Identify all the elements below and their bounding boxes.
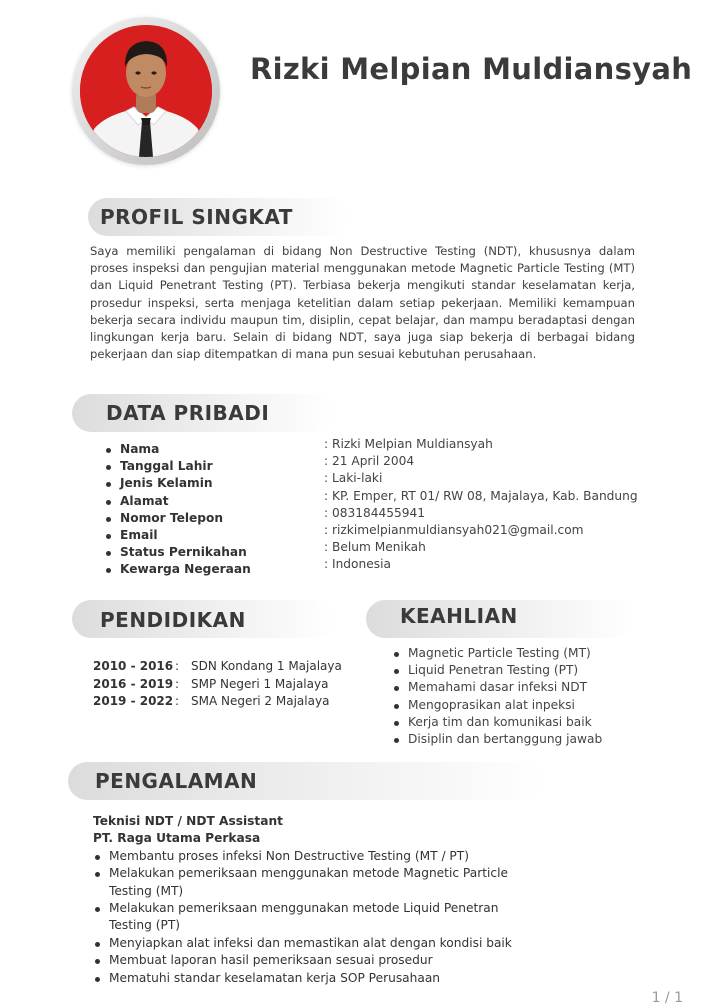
personal-label: Jenis Kelamin (104, 475, 251, 492)
education-school: SMP Negeri 1 Majalaya (191, 676, 329, 691)
skill-item: Memahami dasar infeksi NDT (392, 679, 602, 696)
candidate-name: Rizki Melpian Muldiansyah (250, 52, 693, 86)
duty-item: Membantu proses infeksi Non Destructive Testing (MT / PT) (93, 848, 512, 865)
experience-duties (93, 848, 512, 987)
profile-summary: Saya memiliki pengalaman di bidang Non Destructive Testing (NDT), khususnya dalam proses inspeksi dan pengujian material menggunakan metode Magnetic Particle Testing (MT) dan Liquid Penetrant Testing (PT). Terbiasa bekerja mengikuti standar keselamatan kerja, prosedur inspeksi, serta menjaga ketelitian dalam setiap pekerjaan. Memiliki kemampuan bekerja secara individu maupun tim, disiplin, cepat belajar, dan mampu beradaptasi dengan lingkungan kerja baru. Selain di bidang NDT, saya juga siap bekerja di berbagai bidang pekerjaan dan siap ditempatkan di mana pun sesuai kebutuhan perusahaan. (90, 244, 635, 362)
personal-label: Email (104, 527, 251, 544)
skill-item: Mengoprasikan alat inpeksi (392, 697, 602, 714)
education-heading: PENDIDIKAN (100, 608, 246, 632)
skill-item: Liquid Penetran Testing (PT) (392, 662, 602, 679)
personal-labels (104, 441, 251, 579)
experience-heading: PENGALAMAN (95, 769, 258, 793)
education-years: 2016 - 2019 (93, 676, 174, 691)
education-colon: : (175, 694, 180, 708)
duty-item: Menyiapkan alat infeksi dan memastikan alat dengan kondisi baik (93, 935, 512, 952)
personal-heading: DATA PRIBADI (106, 401, 270, 425)
personal-value: : rizkimelpianmuldiansyah021@gmail.com (324, 523, 584, 538)
page-indicator: 1 / 1 (651, 990, 683, 1006)
education-colon: : (175, 659, 180, 673)
personal-value: : Rizki Melpian Muldiansyah (324, 437, 493, 451)
education-colon: : (175, 676, 180, 691)
personal-values (324, 436, 638, 574)
personal-value: : KP. Emper, RT 01/ RW 08, Majalaya, Kab. Bandung (324, 488, 638, 503)
skill-item: Kerja tim dan komunikasi baik (392, 714, 602, 731)
profile-photo (80, 25, 212, 157)
experience-company: PT. Raga Utama Perkasa (93, 831, 261, 846)
skills-heading: KEAHLIAN (400, 604, 518, 628)
duty-item: Melakukan pemeriksaan menggunakan metode Liquid Penetran Testing (PT) (93, 900, 512, 935)
experience-role: Teknisi NDT / NDT Assistant (93, 814, 283, 828)
education-school: SDN Kondang 1 Majalaya (191, 659, 342, 673)
education-years: 2019 - 2022 (93, 694, 174, 708)
education-row (93, 693, 342, 711)
education-years: 2010 - 2016 (93, 659, 174, 673)
personal-label: Kewarga Negeraan (104, 561, 251, 578)
duty-item: Mematuhi standar keselamatan kerja SOP Perusahaan (93, 970, 512, 987)
personal-label: Status Pernikahan (104, 544, 251, 561)
education-list (93, 658, 342, 711)
education-school: SMA Negeri 2 Majalaya (191, 694, 330, 708)
personal-value: : 21 April 2004 (324, 454, 415, 469)
personal-value: : 083184455941 (324, 505, 426, 520)
personal-label: Tanggal Lahir (104, 458, 251, 475)
personal-label: Nomor Telepon (104, 510, 251, 527)
education-row (93, 658, 342, 676)
personal-label: Alamat (104, 493, 251, 510)
skills-list (392, 645, 602, 748)
experience-block (93, 813, 512, 987)
skill-item: Magnetic Particle Testing (MT) (392, 645, 602, 662)
duty-item: Melakukan pemeriksaan menggunakan metode Magnetic Particle Testing (MT) (93, 865, 512, 900)
personal-label: Nama (104, 441, 251, 458)
education-row (93, 676, 342, 694)
personal-value: : Laki-laki (324, 471, 383, 486)
personal-value: : Indonesia (324, 557, 391, 572)
duty-item: Membuat laporan hasil pemeriksaan sesuai prosedur (93, 952, 512, 969)
profile-heading: PROFIL SINGKAT (100, 205, 293, 229)
skill-item: Disiplin dan bertanggung jawab (392, 731, 602, 748)
personal-value: : Belum Menikah (324, 540, 426, 555)
